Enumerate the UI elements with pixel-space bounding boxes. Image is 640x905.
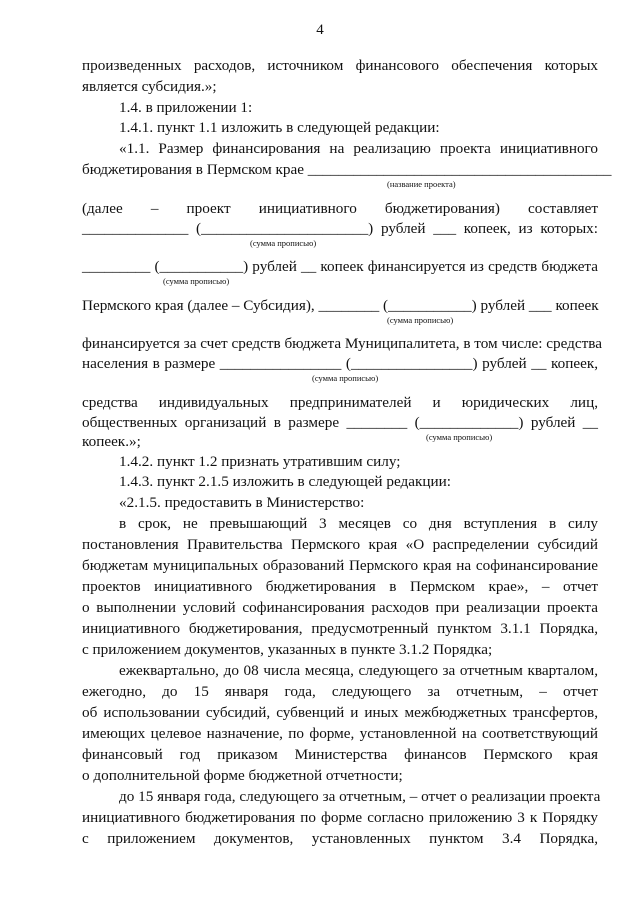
- text-line: ______________ (______________________) рублей ___ копеек, из которых:: [82, 220, 598, 237]
- note-sum-words: (сумма прописью): [250, 238, 317, 248]
- text-line: в срок, не превышающий 3 месяцев со дня вступления в силу: [119, 515, 598, 532]
- text-line: средства индивидуальных предпринимателей и юридических лиц,: [82, 394, 598, 411]
- text-line: ежегодно, до 15 января года, следующего за отчетным, – отчет: [82, 683, 598, 700]
- text-line: 1.4.2. пункт 1.2 признать утратившим силу;: [119, 453, 401, 470]
- note-sum-words: (сумма прописью): [312, 373, 379, 383]
- text-line: о выполнении условий софинансирования расходов при реализации проекта: [82, 599, 598, 616]
- text-line: проектов инициативного бюджетирования в Пермском крае», – отчет: [82, 578, 598, 595]
- text-line: является субсидия.»;: [82, 78, 217, 95]
- text-line: общественных организаций в размере ________ (_____________) рублей __: [82, 414, 598, 431]
- text-line: о дополнительной форме бюджетной отчетности;: [82, 767, 403, 784]
- text-line: постановления Правительства Пермского края «О распределении субсидий: [82, 536, 598, 553]
- text-line: копеек.»;: [82, 433, 141, 450]
- text-line: с приложением документов, указанных в пункте 3.1.2 Порядка;: [82, 641, 493, 658]
- text-line: инициативного бюджетирования, предусмотренный пунктом 3.1.1 Порядка,: [82, 620, 598, 637]
- note-sum-words: (сумма прописью): [387, 315, 454, 325]
- text-line: финансовый год приказом Министерства финансов Пермского края: [82, 746, 598, 763]
- text-line: «2.1.5. предоставить в Министерство:: [119, 494, 365, 511]
- note-project-name: (название проекта): [387, 179, 456, 189]
- text-line: ежеквартально, до 08 числа месяца, следующего за отчетным кварталом,: [119, 662, 598, 679]
- text-line: имеющих целевое назначение, по форме, установленной на соответствующий: [82, 725, 598, 742]
- text-line: об использовании субсидий, субвенций и иных межбюджетных трансфертов,: [82, 704, 598, 721]
- text-line: _________ (___________) рублей __ копеек финансируется из средств бюджета: [82, 258, 598, 275]
- text-line: (далее – проект инициативного бюджетирования) составляет: [82, 200, 598, 217]
- text-line: «1.1. Размер финансирования на реализацию проекта инициативного: [119, 140, 598, 157]
- text-line: финансируется за счет средств бюджета Муниципалитета, в том числе: средства: [82, 335, 602, 352]
- note-sum-words: (сумма прописью): [163, 276, 230, 286]
- text-line: 1.4. в приложении 1:: [119, 99, 253, 116]
- text-line: бюджетам муниципальных образований Пермского края на софинансирование: [82, 557, 598, 574]
- note-sum-words: (сумма прописью): [426, 432, 493, 442]
- text-line: инициативного бюджетирования по форме согласно приложению 3 к Порядку: [82, 809, 598, 826]
- text-line: с приложением документов, установленных пунктом 3.4 Порядка,: [82, 830, 598, 847]
- text-line: населения в размере ________________ (________________) рублей __ копеек,: [82, 355, 598, 372]
- text-line: бюджетирования в Пермском крае ________________________________________: [82, 161, 612, 178]
- text-line: 1.4.3. пункт 2.1.5 изложить в следующей редакции:: [119, 473, 451, 490]
- page-number: 4: [316, 22, 324, 38]
- text-line: Пермского края (далее – Субсидия), ________ (___________) рублей ___ копеек: [82, 297, 599, 314]
- text-line: произведенных расходов, источником финансового обеспечения которых: [82, 57, 598, 74]
- text-line: до 15 января года, следующего за отчетным, – отчет о реализации проекта: [119, 788, 601, 805]
- text-line: 1.4.1. пункт 1.1 изложить в следующей редакции:: [119, 119, 440, 136]
